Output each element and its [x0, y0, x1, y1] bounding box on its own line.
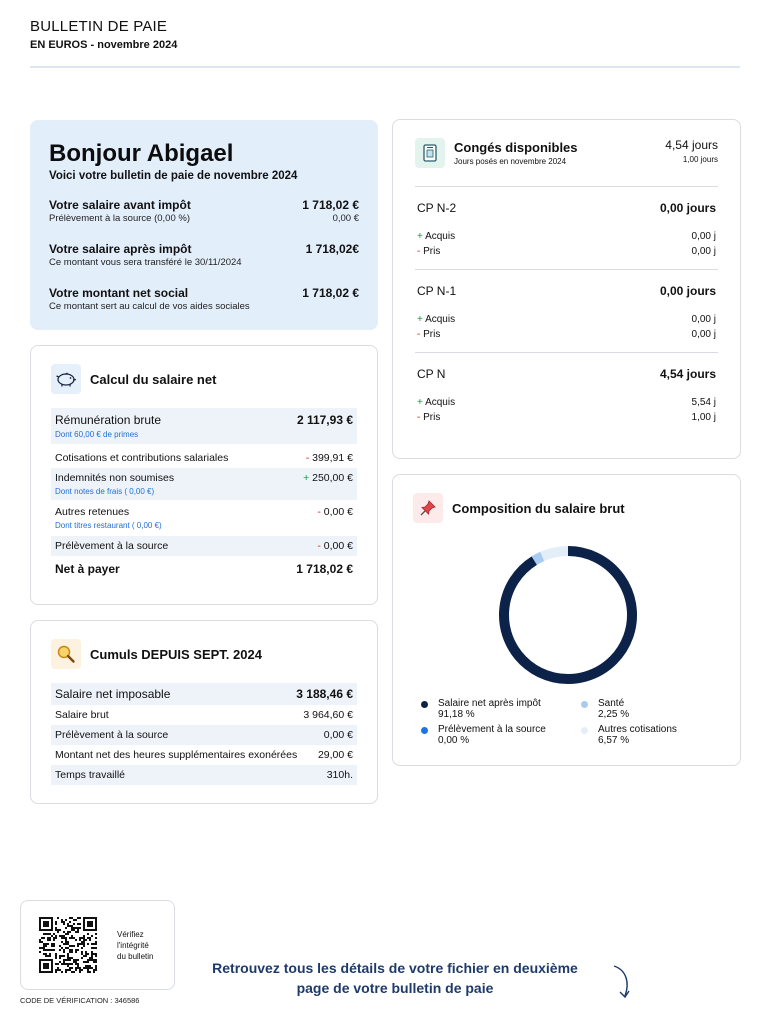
withholding-value: 0,00 € — [323, 540, 353, 552]
verification-code: CODE DE VÉRIFICATION : 346586 — [20, 996, 140, 1005]
taken-value: 0,00 j — [691, 329, 716, 340]
hint-line-2: page de votre bulletin de paie — [296, 980, 494, 996]
taken-label: Pris — [423, 246, 441, 257]
overtime-value: 29,00 € — [317, 749, 353, 761]
meal-vouchers-note: Dont titres restaurant ( 0,00 €) — [55, 521, 162, 530]
donut-slice-3 — [542, 551, 568, 556]
taxable-net-label: Salaire net imposable — [55, 687, 171, 701]
leave-heading — [415, 138, 718, 168]
cumulative-totals-card — [30, 620, 378, 804]
cumuls-heading — [51, 639, 357, 669]
summary-card — [30, 120, 378, 330]
leave-block-cp-n: CP N 4,54 jours + Acquis 5,54 j - Pris 1,00 j — [415, 352, 718, 435]
legend-label: Autres cotisations — [598, 724, 677, 735]
table-row — [51, 448, 357, 468]
cumul-withholding-label: Prélèvement à la source — [55, 729, 169, 741]
donut-slice-0 — [504, 551, 632, 679]
leave-balance-card — [392, 119, 741, 459]
time-worked-value: 310h. — [326, 769, 353, 781]
composition-heading — [413, 493, 720, 523]
integrity-qr-card[interactable] — [20, 900, 175, 990]
legend-item — [581, 698, 721, 720]
net-social-row — [49, 286, 359, 300]
acquired-value: 0,00 j — [691, 231, 716, 242]
legend-item — [421, 698, 581, 720]
table-row — [51, 705, 357, 725]
allowances-sign: + — [303, 472, 310, 484]
document-period: EN EUROS - novembre 2024 — [30, 39, 178, 51]
taken-label: Pris — [423, 412, 441, 423]
legend-label: Salaire net après impôt — [438, 698, 541, 709]
leave-block-name: CP N — [417, 367, 446, 381]
legend-dot — [421, 727, 428, 734]
curved-arrow-down-icon — [610, 962, 636, 1002]
calc-table — [51, 408, 357, 580]
table-row — [51, 408, 357, 444]
salary-after-tax-value: 1 718,02€ — [305, 242, 359, 256]
leave-block-name: CP N-2 — [417, 201, 457, 215]
net-social-note — [49, 301, 359, 312]
taken-label: Pris — [423, 329, 441, 340]
gross-salary-label: Salaire brut — [55, 709, 109, 721]
bonus-note: Dont 60,00 € de primes — [55, 430, 139, 439]
taxable-net-value: 3 188,46 € — [296, 687, 353, 701]
legend-item — [421, 724, 581, 746]
salary-before-tax-value: 1 718,02 € — [302, 198, 359, 212]
calc-title: Calcul du salaire net — [90, 371, 217, 387]
composition-donut-chart — [493, 540, 643, 695]
net-to-pay-value: 1 718,02 € — [296, 562, 353, 576]
legend-dot — [421, 701, 428, 708]
salary-after-tax-label: Votre salaire après impôt — [49, 242, 192, 256]
leave-block-total: 0,00 jours — [659, 201, 716, 215]
hint-line-1: Retrouvez tous les détails de votre fichier en deuxième — [212, 960, 578, 976]
transfer-note — [49, 257, 359, 268]
table-row — [51, 468, 357, 500]
header-divider — [30, 66, 740, 68]
qr-code-icon — [39, 917, 97, 973]
net-social-value: 1 718,02 € — [302, 286, 359, 300]
leave-block-cp-n-1: CP N-1 0,00 jours + Acquis 0,00 j - Pris 0,00 j — [415, 269, 718, 352]
table-row — [51, 558, 357, 580]
other-deductions-label: Autres retenues — [55, 506, 130, 518]
net-social-note-label: Ce montant sert au calcul de vos aides sociales — [49, 301, 250, 312]
expense-notes-note: Dont notes de frais ( 0,00 €) — [55, 487, 155, 496]
withholding-note — [49, 213, 359, 224]
piggy-bank-icon — [51, 364, 81, 394]
salary-before-tax-row — [49, 198, 359, 212]
document-title: BULLETIN DE PAIE — [30, 18, 168, 35]
legend-dot — [581, 701, 588, 708]
leave-block-cp-n-2: CP N-2 0,00 jours + Acquis 0,00 j - Pris 0,00 j — [415, 186, 718, 269]
pushpin-icon — [413, 493, 443, 523]
gross-salary-composition-card — [392, 474, 741, 766]
salary-after-tax-row — [49, 242, 359, 256]
greeting-subtitle: Voici votre bulletin de paie de novembre 2024 — [49, 170, 298, 182]
donut-slice-1 — [534, 556, 542, 560]
table-row — [51, 536, 357, 556]
legend-item — [581, 724, 721, 746]
salary-before-tax-label: Votre salaire avant impôt — [49, 198, 191, 212]
qr-caption-line: l'intégrité — [117, 940, 149, 950]
calc-heading — [51, 364, 357, 394]
other-deductions-sign: - — [317, 506, 321, 518]
legend-pct: 2,25 % — [598, 709, 630, 720]
gross-pay-value: 2 117,93 € — [296, 413, 353, 427]
calendar-doc-icon — [415, 138, 445, 168]
acquired-label: Acquis — [425, 314, 456, 325]
leave-block-total: 4,54 jours — [659, 367, 716, 381]
page-header — [30, 18, 177, 51]
withholding-note-value: 0,00 € — [332, 213, 359, 224]
leave-total: 4,54 jours — [665, 138, 718, 152]
legend-pct: 6,57 % — [598, 735, 630, 746]
table-row — [51, 683, 357, 705]
net-to-pay-label: Net à payer — [55, 562, 120, 576]
qr-caption — [117, 929, 153, 962]
donut-svg — [493, 540, 643, 690]
gross-salary-value: 3 964,60 € — [303, 709, 353, 721]
contributions-value: 399,91 € — [312, 452, 353, 464]
overtime-label: Montant net des heures supplémentaires exonérées — [55, 749, 298, 761]
table-row — [51, 765, 357, 785]
qr-caption-line: Vérifiez — [117, 929, 144, 939]
acquired-value: 0,00 j — [691, 314, 716, 325]
second-page-hint — [180, 958, 610, 998]
legend-label: Santé — [598, 698, 625, 709]
non-taxed-allowances-label: Indemnités non soumises — [55, 472, 175, 484]
gross-pay-label: Rémunération brute — [55, 413, 162, 427]
legend-dot — [581, 727, 588, 734]
cumuls-table — [51, 683, 357, 785]
acquired-label: Acquis — [425, 231, 456, 242]
leave-block-total: 0,00 jours — [659, 284, 716, 298]
magnifier-icon — [51, 639, 81, 669]
table-row — [51, 725, 357, 745]
other-deductions-value: 0,00 € — [323, 506, 353, 518]
table-row — [51, 502, 357, 534]
contributions-label: Cotisations et contributions salariales — [55, 452, 229, 464]
leave-posed: 1,00 jours — [682, 155, 718, 164]
contributions-sign: - — [305, 452, 310, 464]
taken-value: 0,00 j — [691, 246, 716, 257]
leave-subtitle: Jours posés en novembre 2024 — [454, 157, 567, 166]
net-salary-calculation-card — [30, 345, 378, 605]
acquired-value: 5,54 j — [691, 397, 716, 408]
acquired-label: Acquis — [425, 397, 456, 408]
table-row — [51, 745, 357, 765]
withholding-note-label: Prélèvement à la source (0,00 %) — [49, 213, 190, 224]
cumul-withholding-value: 0,00 € — [323, 729, 353, 741]
leave-title: Congés disponibles — [454, 140, 578, 155]
greeting-title: Bonjour Abigael — [49, 140, 234, 167]
legend-label: Prélèvement à la source — [438, 724, 546, 735]
taken-value: 1,00 j — [691, 412, 716, 423]
legend-pct: 0,00 % — [438, 735, 470, 746]
legend-pct: 91,18 % — [438, 709, 475, 720]
allowances-value: 250,00 € — [312, 472, 353, 484]
time-worked-label: Temps travaillé — [55, 769, 126, 781]
composition-title: Composition du salaire brut — [452, 500, 625, 516]
cumuls-title: Cumuls DEPUIS SEPT. 2024 — [90, 646, 262, 662]
withholding-sign: - — [317, 540, 321, 552]
net-social-label: Votre montant net social — [49, 286, 189, 300]
chart-legend — [421, 698, 721, 746]
leave-block-name: CP N-1 — [417, 284, 457, 298]
transfer-note-label: Ce montant vous sera transféré le 30/11/2024 — [49, 257, 242, 268]
withholding-label: Prélèvement à la source — [55, 540, 169, 552]
qr-caption-line: du bulletin — [117, 951, 154, 961]
